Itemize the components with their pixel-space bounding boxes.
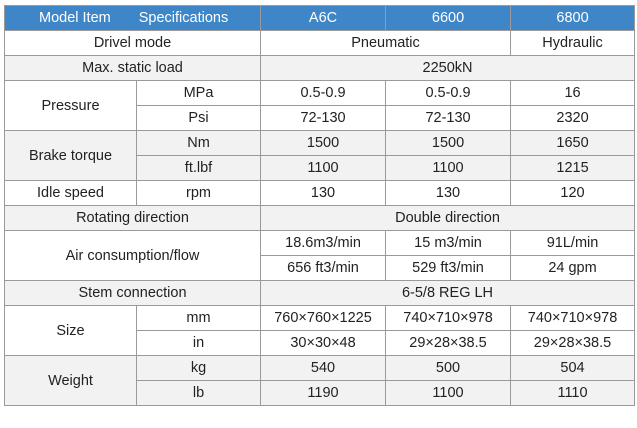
value-cell: 0.5-0.9 bbox=[261, 81, 386, 106]
row-label: Pressure bbox=[5, 81, 137, 131]
header-model-6600: 6600 bbox=[386, 6, 511, 31]
value-cell: 740×710×978 bbox=[511, 306, 635, 331]
value-cell: 1100 bbox=[261, 156, 386, 181]
unit-cell: lb bbox=[137, 381, 261, 406]
row-label: Drivel mode bbox=[5, 31, 261, 56]
table-row-brake-torque-nm bbox=[5, 131, 635, 156]
value-cell: 120 bbox=[511, 181, 635, 206]
value-cell: 30×30×48 bbox=[261, 331, 386, 356]
row-label: Brake torque bbox=[5, 131, 137, 181]
table-row-pressure-mpa bbox=[5, 81, 635, 106]
value-cell: 18.6m3/min bbox=[261, 231, 386, 256]
value-cell: 500 bbox=[386, 356, 511, 381]
value-cell: 130 bbox=[261, 181, 386, 206]
header-model-item: Model Item bbox=[39, 10, 111, 26]
unit-cell: MPa bbox=[137, 81, 261, 106]
table-row-stem-connection bbox=[5, 281, 635, 306]
value-cell: 91L/min bbox=[511, 231, 635, 256]
value-cell: 1110 bbox=[511, 381, 635, 406]
table-row-size-mm bbox=[5, 306, 635, 331]
value-cell: 760×760×1225 bbox=[261, 306, 386, 331]
table-row-air-consumption-metric bbox=[5, 231, 635, 256]
table-row-drive-mode bbox=[5, 31, 635, 56]
value-cell: 504 bbox=[511, 356, 635, 381]
value-cell: 16 bbox=[511, 81, 635, 106]
value-cell: 130 bbox=[386, 181, 511, 206]
table-row-idle-speed bbox=[5, 181, 635, 206]
value-cell: 1100 bbox=[386, 156, 511, 181]
value-cell: 740×710×978 bbox=[386, 306, 511, 331]
row-label: Max. static load bbox=[5, 56, 261, 81]
unit-cell: kg bbox=[137, 356, 261, 381]
specifications-table bbox=[4, 5, 635, 406]
value-cell: 2320 bbox=[511, 106, 635, 131]
header-model-6800: 6800 bbox=[511, 6, 635, 31]
table-row-weight-kg bbox=[5, 356, 635, 381]
value-cell: 1215 bbox=[511, 156, 635, 181]
table-header-row bbox=[5, 6, 635, 31]
cell-max-static-load: 2250kN bbox=[261, 56, 635, 81]
unit-cell: in bbox=[137, 331, 261, 356]
value-cell: 529 ft3/min bbox=[386, 256, 511, 281]
unit-cell: Nm bbox=[137, 131, 261, 156]
cell-stem-connection: 6-5/8 REG LH bbox=[261, 281, 635, 306]
unit-cell: ft.lbf bbox=[137, 156, 261, 181]
cell-hydraulic: Hydraulic bbox=[511, 31, 635, 56]
value-cell: 1190 bbox=[261, 381, 386, 406]
row-label: Air consumption/flow bbox=[5, 231, 261, 281]
value-cell: 1650 bbox=[511, 131, 635, 156]
value-cell: 72-130 bbox=[261, 106, 386, 131]
value-cell: 1500 bbox=[261, 131, 386, 156]
value-cell: 540 bbox=[261, 356, 386, 381]
header-model-item-cell bbox=[5, 6, 261, 31]
unit-cell: mm bbox=[137, 306, 261, 331]
header-model-a6c: A6C bbox=[261, 6, 386, 31]
row-label: Idle speed bbox=[5, 181, 137, 206]
value-cell: 0.5-0.9 bbox=[386, 81, 511, 106]
unit-cell: rpm bbox=[137, 181, 261, 206]
row-label: Stem connection bbox=[5, 281, 261, 306]
spec-table-container bbox=[4, 5, 635, 406]
value-cell: 24 gpm bbox=[511, 256, 635, 281]
value-cell: 1100 bbox=[386, 381, 511, 406]
row-label: Weight bbox=[5, 356, 137, 406]
value-cell: 15 m3/min bbox=[386, 231, 511, 256]
table-row-rotating-direction bbox=[5, 206, 635, 231]
value-cell: 1500 bbox=[386, 131, 511, 156]
row-label: Size bbox=[5, 306, 137, 356]
table-row-max-static-load bbox=[5, 56, 635, 81]
row-label: Rotating direction bbox=[5, 206, 261, 231]
cell-rotating-direction: Double direction bbox=[261, 206, 635, 231]
value-cell: 29×28×38.5 bbox=[386, 331, 511, 356]
cell-pneumatic: Pneumatic bbox=[261, 31, 511, 56]
value-cell: 29×28×38.5 bbox=[511, 331, 635, 356]
unit-cell: Psi bbox=[137, 106, 261, 131]
header-specifications: Specifications bbox=[138, 10, 229, 26]
value-cell: 72-130 bbox=[386, 106, 511, 131]
value-cell: 656 ft3/min bbox=[261, 256, 386, 281]
